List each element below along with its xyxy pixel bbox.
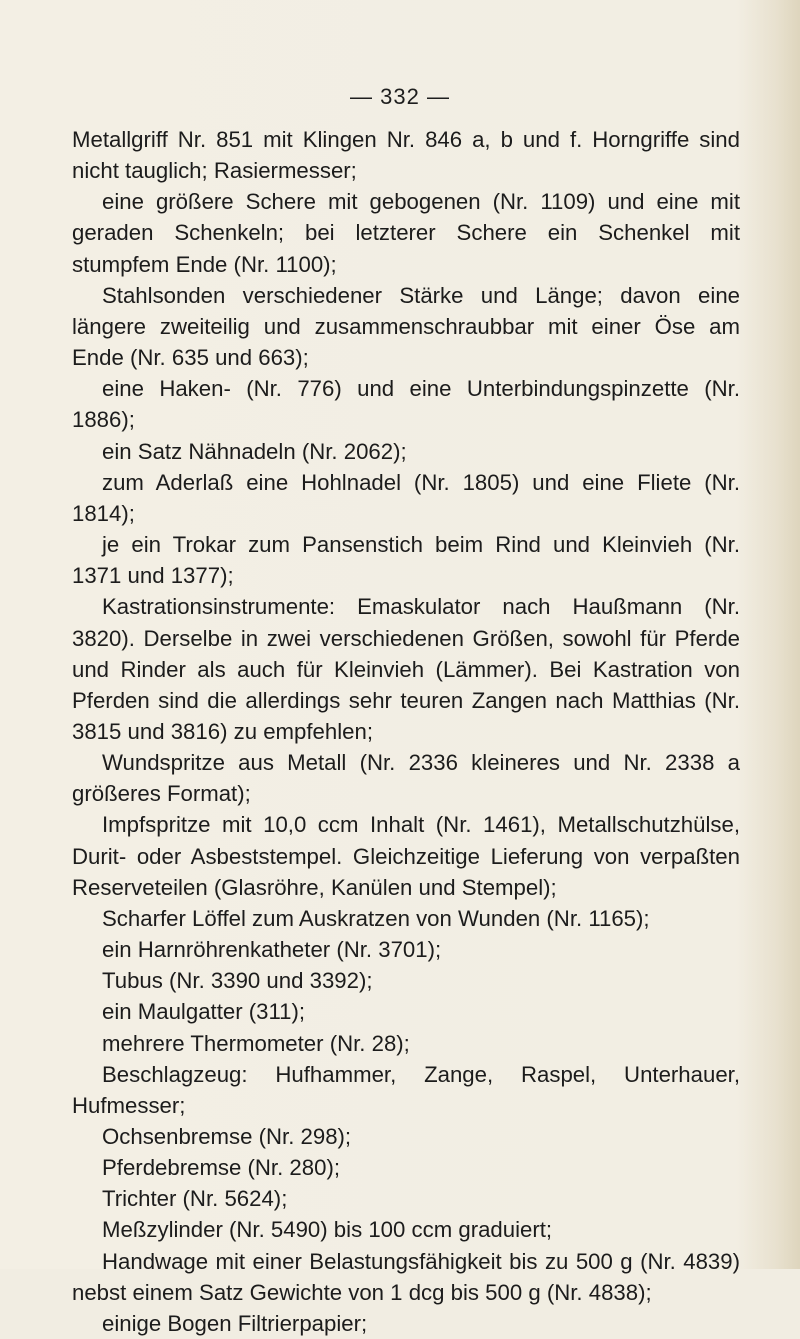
page-number: — 332 — xyxy=(350,84,450,109)
paragraph: Beschlagzeug: Hufhammer, Zange, Raspel, Unterhauer, Hufmesser; xyxy=(72,1061,740,1118)
paragraph: eine größere Schere mit gebogenen (Nr. 1109) und eine mit geraden Schenkeln; bei letzterer Schere ein Schenkel mit stumpfem Ende (Nr. 1100); xyxy=(72,189,740,277)
paragraph: Ochsenbremse (Nr. 298); xyxy=(102,1124,352,1149)
paragraph: eine Haken- (Nr. 776) und eine Unterbindungspinzette (Nr. 1886); xyxy=(72,376,740,433)
paragraph: ein Maulgatter (311); xyxy=(102,999,306,1025)
paragraph: Wundspritze aus Metall (Nr. 2336 kleineres und Nr. 2338 a größeres Format); xyxy=(72,750,740,807)
paragraph: Tubus (Nr. 3390 und 3392); xyxy=(102,968,373,994)
paragraph: zum Aderlaß eine Hohlnadel (Nr. 1805) und eine Fliete (Nr. 1814); xyxy=(72,469,740,526)
paragraph: Meßzylinder (Nr. 5490) bis 100 ccm graduiert; xyxy=(102,1217,553,1243)
paragraph: Trichter (Nr. 5624); xyxy=(102,1186,288,1212)
paragraph: Kastrationsinstrumente: Emaskulator nach Haußmann (Nr. 3820). Derselbe in zwei verschiedenen Größen, sowohl für Pferde und Rinder als auch für Kleinvieh (Lämmer). Bei Kastration von Pferden sind die allerdings sehr teuren Zangen nach Matthias (Nr. 3815 und 3816) zu empfehlen; xyxy=(72,594,740,744)
paragraph: Stahlsonden verschiedener Stärke und Länge; davon eine längere zweiteilig und zusammenschraubbar mit einer Öse am Ende (Nr. 635 und 663); xyxy=(72,282,740,371)
paragraph: ein Satz Nähnadeln (Nr. 2062); xyxy=(102,438,407,464)
paragraph: ein Harnröhrenkatheter (Nr. 3701); xyxy=(102,937,442,963)
paragraph: je ein Trokar zum Pansenstich beim Rind und Kleinvieh (Nr. 1371 und 1377); xyxy=(72,532,740,589)
paragraph: Metallgriff Nr. 851 mit Klingen Nr. 846 a, b und f. Horngriffe sind nicht tauglich; Rasiermesser; xyxy=(72,127,740,184)
paragraph: Scharfer Löffel zum Auskratzen von Wunden (Nr. 1165); xyxy=(102,905,650,931)
paragraph: mehrere Thermometer (Nr. 28); xyxy=(102,1030,410,1056)
paragraph: Impfspritze mit 10,0 ccm Inhalt (Nr. 1461), Metallschutzhülse, Durit- oder Asbeststempel. Gleichzeitige Lieferung von verpaßten Reserveteilen (Glasröhre, Kanülen und Stempel); xyxy=(72,812,740,900)
paragraph: Handwage mit einer Belastungsfähigkeit bis zu 500 g (Nr. 4839) nebst einem Satz Gewichte von 1 dcg bis 500 g (Nr. 4838); xyxy=(72,1248,740,1305)
paragraph: einige Bogen Filtrierpapier; xyxy=(102,1310,368,1336)
body-text xyxy=(72,124,740,1339)
paragraph: Pferdebremse (Nr. 280); xyxy=(102,1155,340,1181)
